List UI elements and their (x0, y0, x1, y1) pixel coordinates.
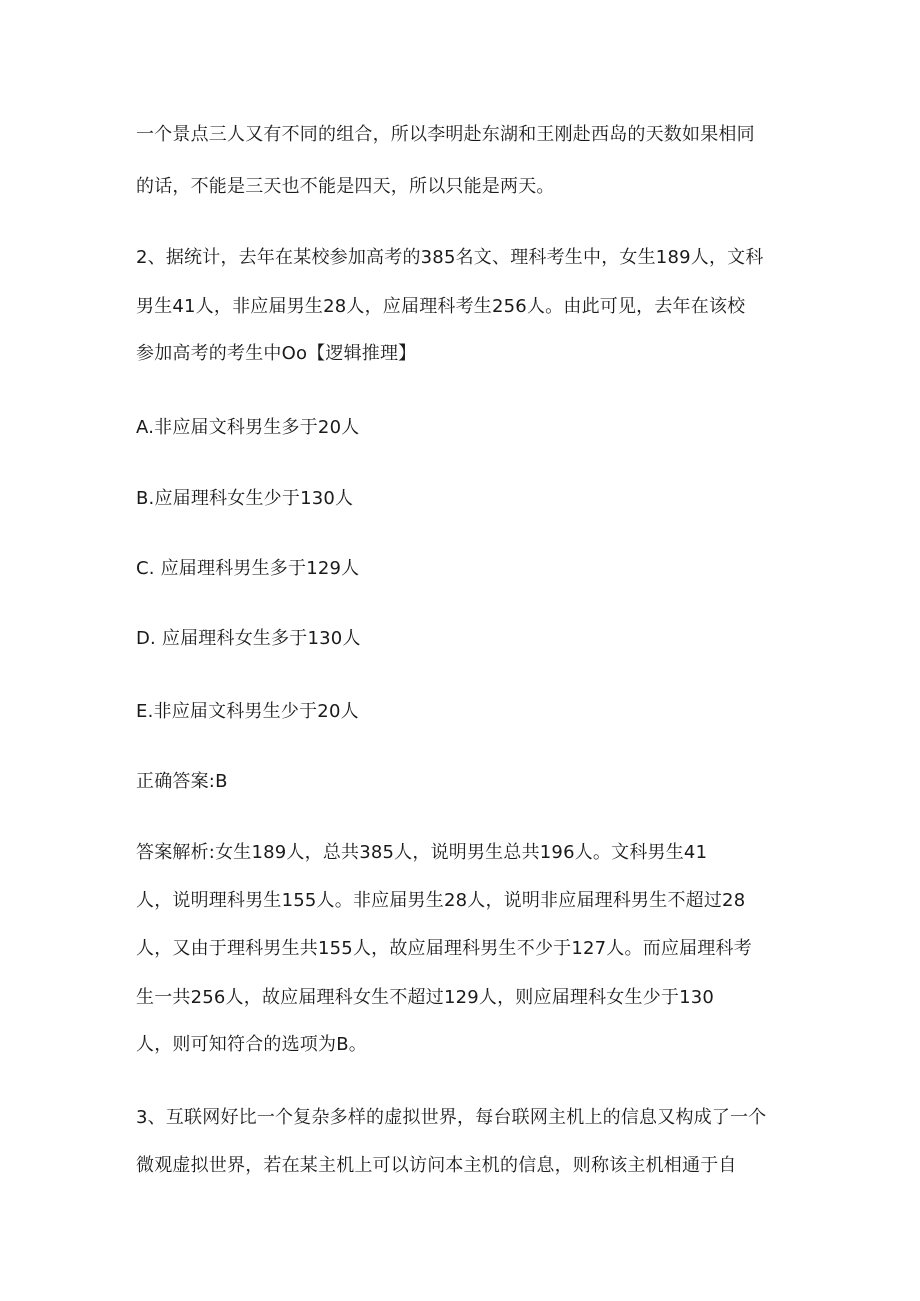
option-b: B.应届理科女生少于130人 (136, 488, 354, 509)
explanation-line-3: 人，又由于理科男生共155人，故应届理科男生不少于127人。而应届理科考 (136, 938, 752, 959)
explanation-line-1: 答案解析:女生189人，总共385人，说明男生总共196人。文科男生41 (136, 842, 708, 863)
option-e: E.非应届文科男生少于20人 (136, 701, 359, 722)
correct-answer: 正确答案:B (136, 771, 228, 792)
question-2-line-1: 2、据统计，去年在某校参加高考的385名文、理科考生中，女生189人，文科 (136, 247, 764, 268)
text-line-1: 一个景点三人又有不同的组合，所以李明赴东湖和王刚赴西岛的天数如果相同 (136, 124, 755, 145)
question-2-line-2: 男生41人，非应届男生28人，应届理科考生256人。由此可见，去年在该校 (136, 296, 746, 317)
question-3-line-2: 微观虚拟世界，若在某主机上可以访问本主机的信息，则称该主机相通于自 (136, 1155, 737, 1176)
explanation-line-5: 人，则可知符合的选项为B。 (136, 1034, 367, 1055)
explanation-line-4: 生一共256人，故应届理科女生不超过129人，则应届理科女生少于130 (136, 987, 715, 1008)
option-d: D. 应届理科女生多于130人 (136, 628, 361, 649)
option-c: C. 应届理科男生多于129人 (136, 558, 360, 579)
explanation-line-2: 人，说明理科男生155人。非应届男生28人，说明非应届理科男生不超过28 (136, 890, 746, 911)
question-3-line-1: 3、互联网好比一个复杂多样的虚拟世界，每台联网主机上的信息又构成了一个 (136, 1107, 767, 1128)
question-2-line-3: 参加高考的考生中Oo【逻辑推理】 (136, 343, 417, 364)
text-line-2: 的话，不能是三天也不能是四天，所以只能是两天。 (136, 176, 555, 197)
option-a: A.非应届文科男生多于20人 (136, 417, 360, 438)
